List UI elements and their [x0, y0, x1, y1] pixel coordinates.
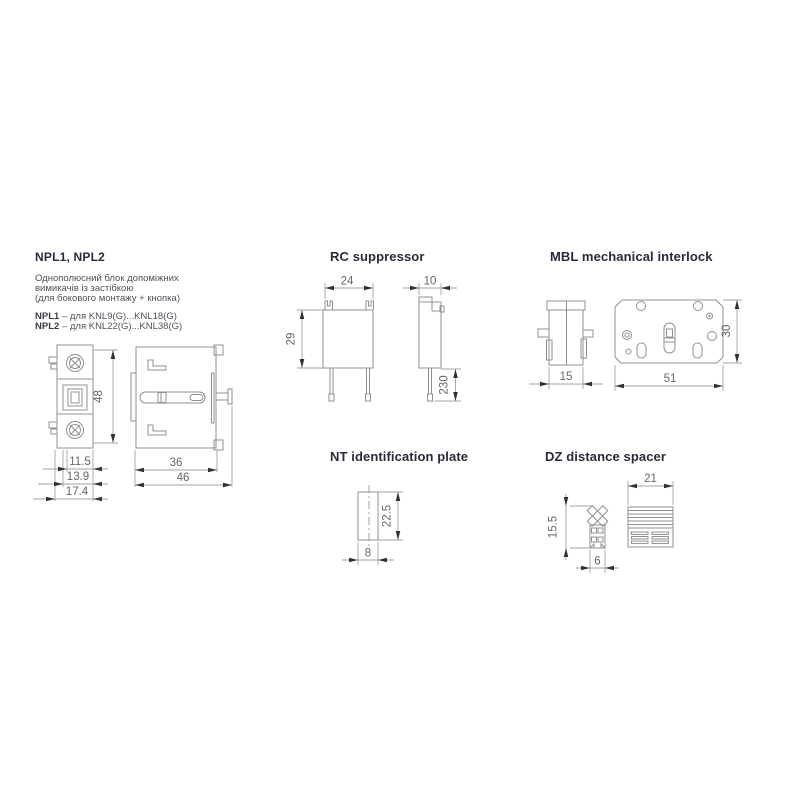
mbl-dimension-depth: [529, 367, 603, 389]
npl-side-depth-dim-label: 46: [176, 472, 190, 484]
nt-dimension-height: [378, 492, 403, 540]
npl-variant-text: – для KNL22(G)...KNL38(G): [61, 321, 183, 332]
nt-plate-title: NT identification plate: [330, 449, 469, 464]
dz-profile-view: [587, 506, 608, 548]
dz-dimension-width: [628, 473, 673, 505]
dz-depth-dim-label: 6: [594, 555, 601, 568]
npl-dimension-widths: [33, 450, 108, 501]
screw-bottom: [67, 422, 84, 439]
npl-title: NPL1, NPL2: [35, 250, 106, 264]
dz-spacer-title: DZ distance spacer: [545, 449, 667, 464]
nt-plate-drawing: [325, 478, 420, 573]
mbl-plate-view: [615, 300, 723, 363]
npl-height-dim-label: 48: [93, 390, 105, 403]
npl-variant-line: [35, 322, 182, 332]
npl-variant-name: NPL2: [35, 321, 60, 332]
mbl-interlock-drawing: [520, 288, 765, 400]
npl-dimensional-drawing: [28, 333, 248, 505]
mbl-side-view: [538, 301, 593, 365]
npl-description: [35, 274, 180, 304]
nt-height-dim-label: 22.5: [381, 504, 394, 528]
npl-side-width-dim-label: 36: [169, 457, 183, 469]
rc-dimension-depth: [403, 276, 457, 296]
dz-dimension-height: [548, 494, 593, 560]
nt-plate-view: [358, 485, 378, 547]
npl-description-line: вимикачів із застібкою: [35, 283, 134, 294]
nt-width-dim-label: 8: [364, 547, 372, 560]
npl-width3-dim-label: 17.4: [65, 486, 89, 498]
rc-dimension-lead: [434, 369, 461, 401]
dz-face-view: [628, 507, 673, 547]
rc-dimension-width: [325, 276, 373, 300]
npl-variants: [35, 312, 182, 332]
npl-dimension-height: [93, 350, 118, 443]
mbl-depth-dim-label: 15: [559, 371, 573, 383]
rc-dimension-height: [286, 310, 324, 368]
rc-height-dim-label: 29: [285, 332, 298, 346]
rc-front-view: [323, 301, 374, 401]
rc-depth-dim-label: 10: [423, 275, 437, 288]
npl-width2-dim-label: 13.9: [66, 471, 90, 483]
dz-dimension-depth: [576, 550, 619, 573]
nt-dimension-width: [342, 542, 394, 565]
dz-width-dim-label: 21: [644, 473, 657, 485]
npl-variant-name: NPL1: [35, 311, 60, 322]
rc-width-dim-label: 24: [340, 275, 354, 288]
mbl-height-dim-label: 30: [721, 324, 733, 338]
actuator-button: [63, 385, 87, 410]
mbl-dimension-width: [615, 365, 723, 391]
mbl-width-dim-label: 51: [663, 373, 677, 385]
npl-description-line: (для бокового монтажу + кнопка): [35, 293, 180, 304]
npl-width1-dim-label: 11.5: [69, 456, 91, 468]
dz-height-dim-label: 15.5: [547, 515, 560, 539]
npl-side-view: [131, 345, 232, 450]
mbl-interlock-title: MBL mechanical interlock: [550, 249, 713, 264]
npl-variant-text: – для KNL9(G)...KNL18(G): [61, 311, 177, 322]
rc-lead-dim-label: 230: [438, 375, 451, 395]
npl-front-view: [49, 345, 93, 448]
rc-suppressor-drawing: [283, 270, 483, 410]
rc-suppressor-title: RC suppressor: [330, 249, 425, 264]
mbl-dimension-height: [721, 300, 742, 363]
npl-dimension-side: [135, 406, 232, 487]
screw-top: [67, 355, 84, 372]
npl-description-line: Однополюсний блок допоміжних: [35, 273, 179, 284]
dz-spacer-drawing: [540, 470, 695, 575]
